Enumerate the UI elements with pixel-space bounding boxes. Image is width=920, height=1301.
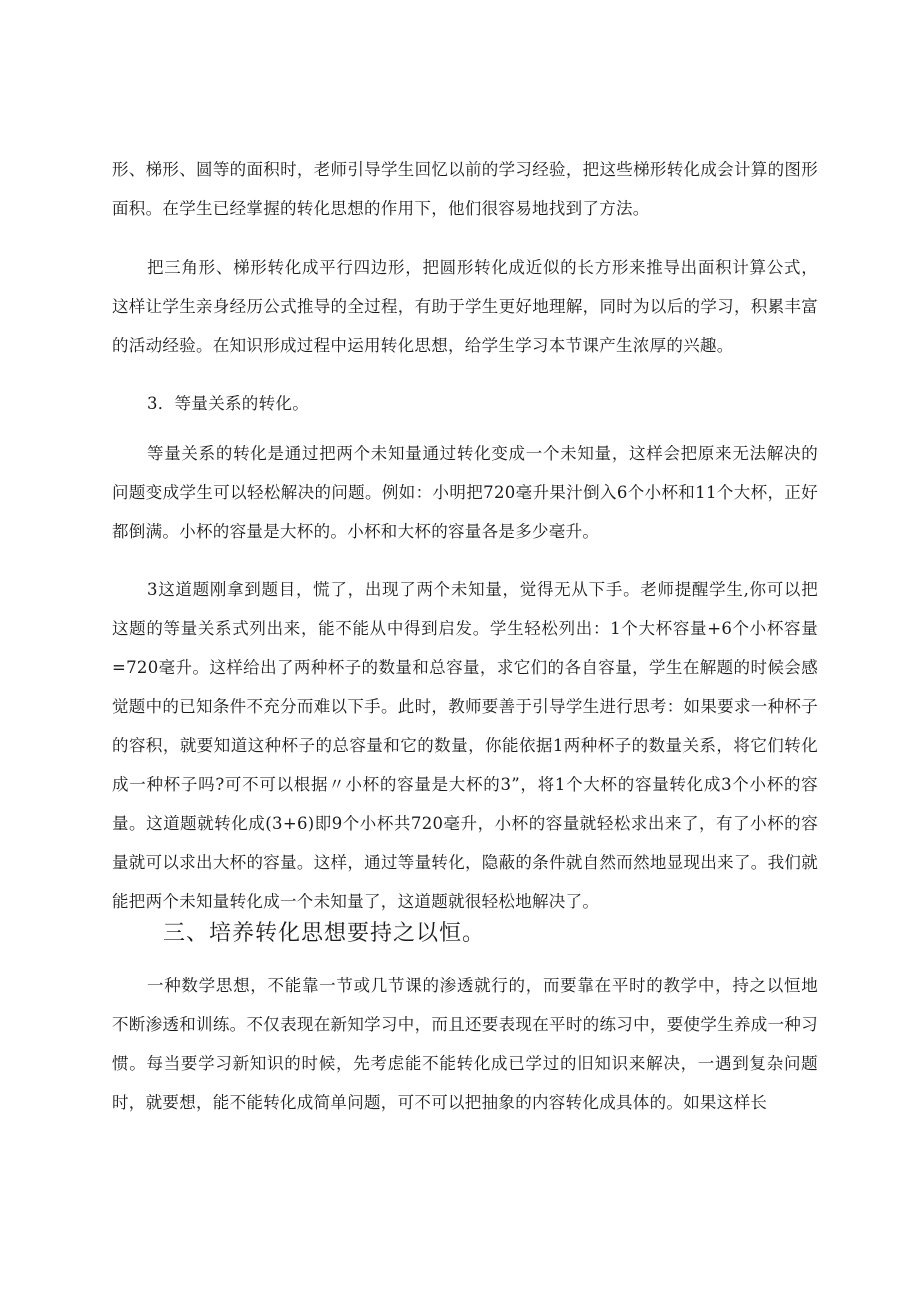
paragraph-formula-derivation: 把三角形、梯形转化成平行四边形，把圆形转化成近似的长方形来推导出面积计算公式，这样让学生亲身经历公式推导的全过程，有助于学生更好地理解，同时为以后的学习，积累丰富的活动经验。在知识形成过程中运用转化思想，给学生学习本节课产生浓厚的兴趣。 <box>112 258 818 355</box>
section-heading-persistence: 三、培养转化思想要持之以恒。 <box>163 921 486 946</box>
paragraph-cup-problem: 3这道题刚拿到题目，慌了，出现了两个未知量，觉得无从下手。老师提醒学生,你可以把这题的等量关系式列出来，能不能从中得到启发。学生轻松列出：1个大杯容量+6个小杯容量=720毫升。这样给出了两种杯子的数量和总容量，求它们的各自容量，学生在解题的时候会感觉题中的已知条件不充分而难以下手。此时，教师要善于引导学生进行思考：如果要求一种杯子的容积，就要知道这种杯子的总容量和它的数量，你能依据1两种杯子的数量关系，将它们转化成一种杯子吗?可不可以根据〃小杯的容量是大杯的3”，将1个大杯的容量转化成3个小杯的容量。这道题就转化成(3+6)即9个小杯共720毫升，小杯的容量就轻松求出来了，有了小杯的容量就可以求出大杯的容量。这样，通过等量转化，隐蔽的条件就自然而然地显现出来了。我们就能把两个未知量转化成一个未知量了，这道题就很轻松地解决了。 <box>112 580 818 911</box>
section-subheading-equivalence: 3．等量关系的转化。 <box>147 394 309 413</box>
paragraph-persistence: 一种数学思想，不能靠一节或几节课的渗透就行的，而要靠在平时的教学中，持之以恒地不断渗透和训练。不仅表现在新知学习中，而且还要表现在平时的练习中，要使学生养成一种习惯。每当要学习新知识的时候，先考虑能不能转化成已学过的旧知识来解决，一遇到复杂问题时，就要想，能不能转化成简单问题，可不可以把抽象的内容转化成具体的。如果这样长 <box>112 976 818 1112</box>
paragraph-area-method: 形、梯形、圆等的面积时，老师引导学生回忆以前的学习经验，把这些梯形转化成会计算的图形面积。在学生已经掌握的转化思想的作用下，他们很容易地找到了方法。 <box>112 160 818 218</box>
paragraph-equivalence-intro: 等量关系的转化是通过把两个未知量通过转化变成一个未知量，这样会把原来无法解决的问题变成学生可以轻松解决的问题。例如：小明把720毫升果汁倒入6个小杯和11个大杯，正好都倒满。小杯的容量是大杯的。小杯和大杯的容量各是多少毫升。 <box>112 444 818 541</box>
